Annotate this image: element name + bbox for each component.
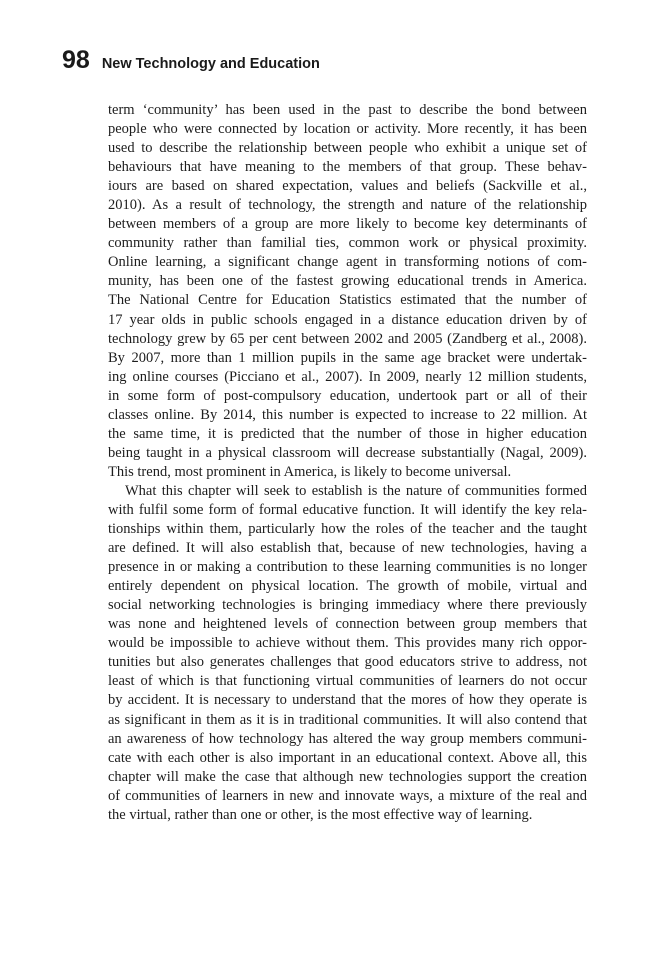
text-line: 2010). As a result of technology, the strength and nature of the relationship <box>108 197 587 214</box>
text-line: social networking technologies is bringing immediacy where there previously <box>108 597 587 614</box>
text-line: was none and heightened levels of connection between group members that <box>108 616 587 633</box>
text-line: with fulfil some form of formal educative function. It will identify the key rela- <box>108 501 587 518</box>
text-line: entirely dependent on physical location. The growth of mobile, virtual and <box>108 578 587 595</box>
text-line: of communities of learners in new and innovate ways, a mixture of the real and <box>108 787 587 804</box>
page-number: 98 <box>62 46 90 74</box>
body-text <box>108 101 587 825</box>
paragraph <box>108 101 587 482</box>
text-line: by accident. It is necessary to understand that the mores of how they operate is <box>108 692 587 709</box>
text-line: term ‘community’ has been used in the past to describe the bond between <box>108 102 587 118</box>
text-line: 17 year olds in public schools engaged in a distance education driven by of <box>108 311 587 328</box>
text-line: least of which is that functioning virtual communities of learners do not occur <box>108 673 587 690</box>
text-line: people who were connected by location or activity. More recently, it has been <box>108 121 587 138</box>
text-line: tionships within them, particularly how the roles of the teacher and the taught <box>108 521 587 538</box>
text-line: This trend, most prominent in America, is likely to become universal. <box>108 463 512 480</box>
text-line: used to describe the relationship between people who exhibit a unique set of <box>108 140 587 157</box>
text-line: Online learning, a significant change agent in transforming notions of com- <box>108 254 587 271</box>
text-line: munity, has been one of the fastest growing educational trends in America. <box>108 273 587 290</box>
running-title: New Technology and Education <box>101 56 320 72</box>
text-line: behaviours that have meaning to the members of that group. These behav- <box>108 159 587 176</box>
text-line: tunities but also generates challenges that good educators strive to address, not <box>108 654 587 671</box>
text-line: technology grew by 65 per cent between 2002 and 2005 (Zandberg et al., 2008). <box>108 330 587 347</box>
text-line: iours are based on shared expectation, values and beliefs (Sackville et al., <box>108 178 587 195</box>
text-line: By 2007, more than 1 million pupils in the same age bracket were undertak- <box>108 349 587 366</box>
text-line: presence in or making a contribution to these learning communities is no longer <box>108 559 587 576</box>
text-line: ing online courses (Picciano et al., 2007). In 2009, nearly 12 million students, <box>108 368 587 385</box>
text-line: as significant in them as it is in traditional communities. It will also contend that <box>108 711 587 728</box>
text-line: classes online. By 2014, this number is expected to increase to 22 million. At <box>108 406 587 423</box>
text-line: The National Centre for Education Statistics estimated that the number of <box>108 292 587 309</box>
text-line: being taught in a physical classroom will decrease substantially (Nagal, 2009). <box>108 444 587 461</box>
text-line: the same time, it is predicted that the number of those in higher education <box>108 425 587 442</box>
text-line: would be impossible to achieve without them. This provides many rich oppor- <box>108 635 587 652</box>
text-line: are defined. It will also establish that, because of new technologies, having a <box>108 540 587 557</box>
text-line: an awareness of how technology has altered the way group members communi- <box>108 730 587 747</box>
text-line: in some form of post-compulsory education, undertook part or all of their <box>108 387 587 404</box>
paragraph <box>108 482 587 825</box>
text-line: community rather than familial ties, common work or physical proximity. <box>108 235 587 252</box>
text-line: chapter will make the case that although new technologies support the creation <box>108 768 587 785</box>
running-header <box>62 46 320 82</box>
text-line: between members of a group are more likely to become key determinants of <box>108 216 587 233</box>
text-line: the virtual, rather than one or other, is the most effective way of learning. <box>108 806 533 823</box>
text-line: cate with each other is also important in an educational context. Above all, this <box>108 749 587 766</box>
text-line: What this chapter will seek to establish is the nature of communities formed <box>125 482 587 499</box>
